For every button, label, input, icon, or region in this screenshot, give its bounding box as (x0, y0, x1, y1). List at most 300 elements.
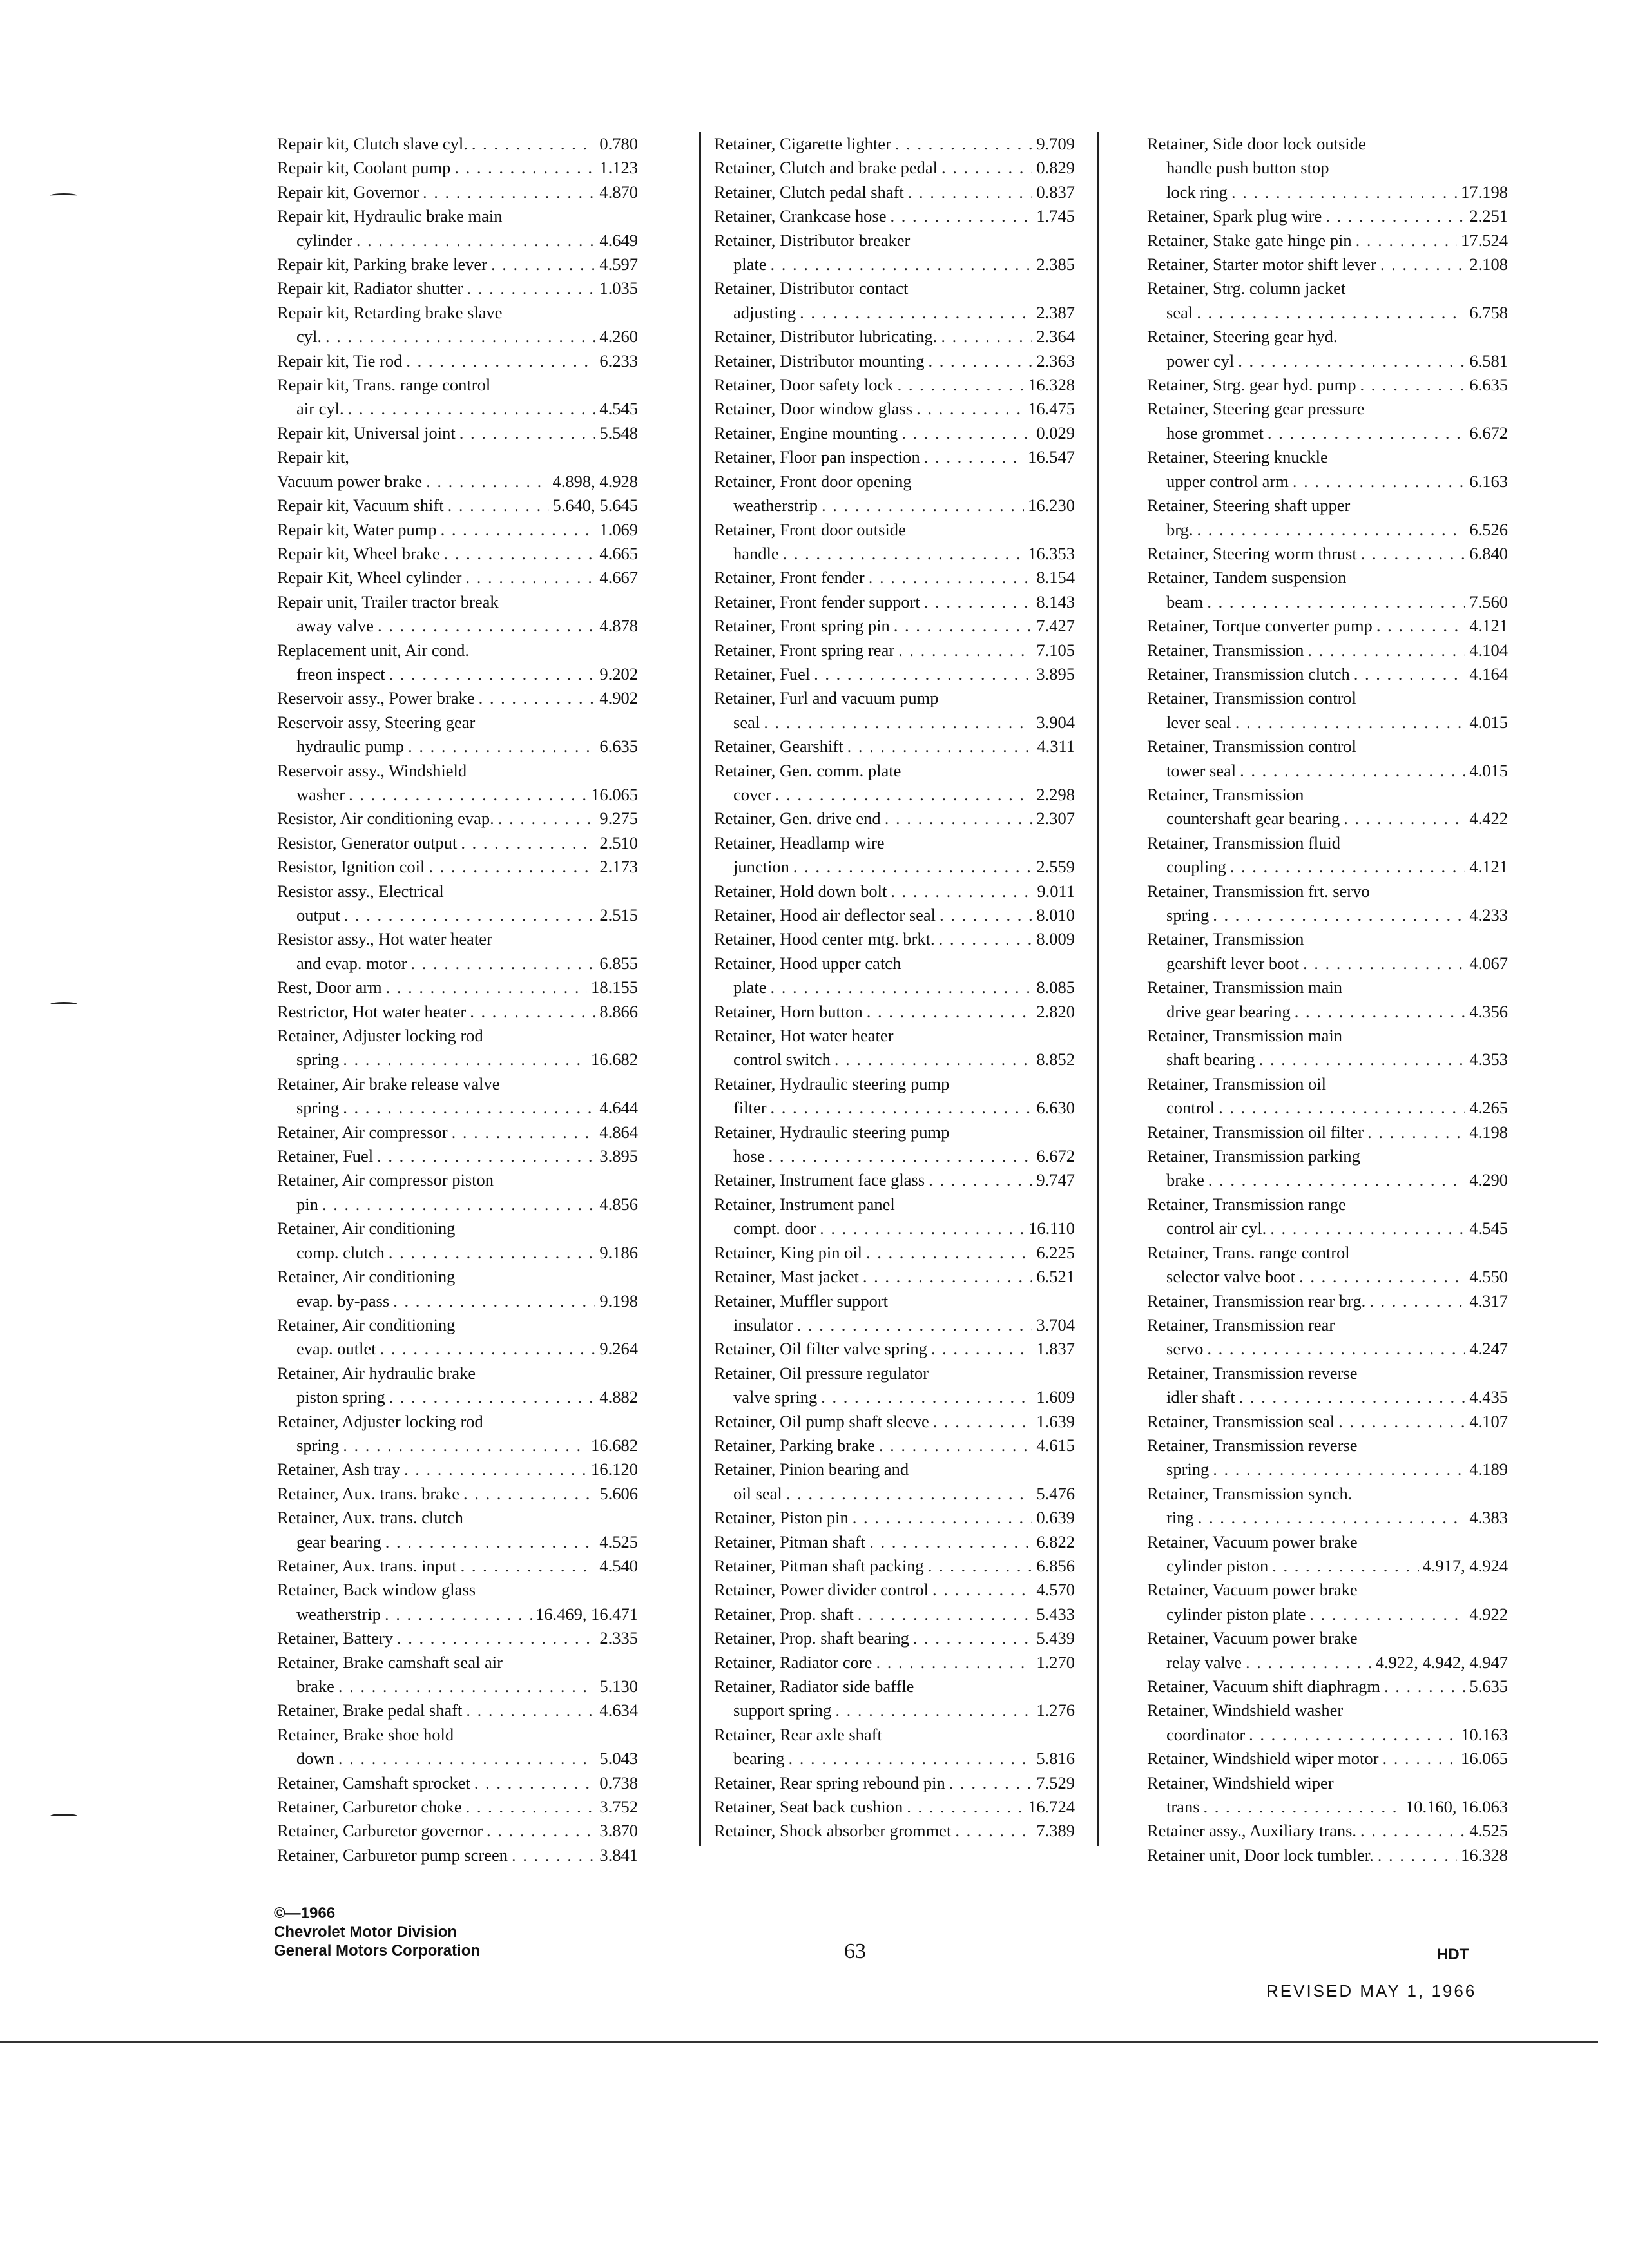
section-reference: 16.682 (591, 1050, 638, 1070)
section-reference: 7.560 (1469, 591, 1508, 611)
entry-text: servo (1166, 1339, 1204, 1359)
section-reference: 16.353 (1028, 543, 1075, 563)
index-entry (1147, 1819, 1508, 1843)
section-reference: 3.704 (1036, 1314, 1075, 1334)
index-entry-line (277, 735, 638, 758)
index-entry-line (277, 1193, 638, 1216)
index-entry-line (714, 1626, 1075, 1650)
section-reference: 5.439 (1036, 1628, 1075, 1648)
leader-dots (426, 470, 548, 494)
section-reference: 6.856 (1036, 1555, 1075, 1575)
index-entry-line (714, 1024, 1075, 1048)
index-entry (1147, 494, 1508, 542)
index-entry-line (714, 1265, 1075, 1289)
entry-text: lock ring (1166, 182, 1228, 202)
leader-dots (1239, 1385, 1466, 1409)
entry-text: lever seal (1166, 712, 1231, 732)
leader-dots (408, 735, 595, 758)
index-entry-line (714, 1361, 1075, 1385)
entry-text: support spring (733, 1700, 832, 1720)
section-reference: 16.724 (1028, 1797, 1075, 1817)
index-entry-line (1147, 1457, 1508, 1481)
entry-text: control switch (733, 1050, 831, 1070)
leader-dots (924, 590, 1033, 614)
entry-text: piston spring (296, 1387, 385, 1407)
section-reference: 4.667 (599, 568, 638, 588)
entry-text: Retainer, Muffler support (714, 1291, 889, 1311)
section-reference: 2.385 (1036, 255, 1075, 274)
index-entry-line (714, 1482, 1075, 1506)
entry-text: Resistor, Ignition coil (277, 857, 425, 877)
section-reference: 6.225 (1036, 1242, 1075, 1262)
index-entry-line (714, 1096, 1075, 1120)
entry-text: Retainer, Distributor contact (714, 278, 909, 298)
index-entry-line (277, 132, 638, 156)
entry-text: Repair kit, (277, 447, 349, 467)
index-entry-line (714, 494, 1075, 517)
leader-dots (821, 1385, 1032, 1409)
index-entry (277, 1168, 638, 1216)
index-entry-line (277, 373, 638, 397)
index-entry (714, 1024, 1075, 1072)
index-entry (714, 132, 1075, 156)
index-entry (1147, 1843, 1508, 1867)
index-entry (714, 1771, 1075, 1795)
entry-text: washer (296, 784, 345, 804)
entry-text: Retainer, Door safety lock (714, 375, 894, 395)
index-entry-line (277, 879, 638, 903)
entry-text: ring (1166, 1508, 1194, 1528)
index-entry (714, 1000, 1075, 1024)
entry-text: Retainer, Front door outside (714, 519, 906, 539)
leader-dots (1246, 1651, 1372, 1675)
entry-text: compt. door (733, 1218, 816, 1238)
index-entry (1147, 639, 1508, 662)
index-entry-line (714, 180, 1075, 204)
index-entry-line (1147, 325, 1508, 349)
leader-dots (380, 1337, 596, 1361)
entry-text: Retainer, Gen. drive end (714, 809, 881, 829)
section-reference: 10.160, 16.063 (1405, 1797, 1508, 1817)
leader-dots (393, 1289, 595, 1313)
section-reference: 2.559 (1036, 857, 1075, 877)
index-entry-line (714, 1289, 1075, 1313)
index-entry-line (1147, 855, 1508, 879)
section-reference: 0.829 (1036, 158, 1075, 178)
entry-text: Retainer, Horn button (714, 1001, 863, 1021)
leader-dots (1270, 1216, 1465, 1240)
section-reference: 6.526 (1469, 519, 1508, 539)
index-entry (714, 566, 1075, 590)
entry-text: Retainer, Transmission (1147, 929, 1304, 949)
index-entry (277, 807, 638, 831)
section-reference: 6.635 (1469, 375, 1508, 395)
leader-dots (916, 397, 1024, 421)
leader-dots (1303, 952, 1465, 975)
entry-text: Retainer, Piston pin (714, 1508, 849, 1528)
index-entry-line (714, 156, 1075, 180)
index-entry (1147, 445, 1508, 494)
index-entry-line (714, 1578, 1075, 1602)
entry-text: down (296, 1749, 334, 1769)
index-entry (714, 686, 1075, 735)
index-entry (277, 1626, 638, 1650)
leader-dots (1360, 1819, 1465, 1843)
entry-text: Retainer, Hold down bolt (714, 881, 887, 901)
section-reference: 4.260 (599, 327, 638, 347)
entry-text: spring (1166, 905, 1210, 925)
index-entry-line (714, 276, 1075, 300)
index-entry-line (277, 975, 638, 999)
index-entry (714, 807, 1075, 831)
entry-text: hydraulic pump (296, 736, 405, 756)
index-entry-line (1147, 156, 1508, 180)
index-entry-line (277, 711, 638, 735)
section-reference: 16.230 (1028, 495, 1075, 515)
index-entry (277, 542, 638, 566)
index-entry-line (1147, 1313, 1508, 1337)
entry-text: hose (733, 1146, 765, 1166)
index-entry-line (1147, 132, 1508, 156)
index-entry-line (1147, 421, 1508, 445)
entry-text: Retainer, Transmission rear brg. (1147, 1291, 1366, 1311)
entry-text: Retainer, Transmission reverse (1147, 1435, 1358, 1455)
entry-text: Retainer, Air conditioning (277, 1267, 456, 1287)
index-entry-line (277, 1361, 638, 1385)
index-entry (1147, 1313, 1508, 1361)
entry-text: Rest, Door arm (277, 977, 382, 997)
section-reference: 4.290 (1469, 1170, 1508, 1190)
section-reference: 1.069 (599, 519, 638, 539)
index-entry-line (1147, 783, 1508, 807)
section-reference: 4.015 (1469, 712, 1508, 732)
index-entry-line (277, 1048, 638, 1072)
leader-dots (454, 156, 595, 180)
index-entry-line (714, 1241, 1075, 1265)
entry-text: Retainer, Carburetor choke (277, 1797, 462, 1817)
index-entry (1147, 397, 1508, 445)
section-reference: 4.265 (1469, 1098, 1508, 1118)
index-entry-line (1147, 1241, 1508, 1265)
index-entry-line (1147, 1771, 1508, 1795)
leader-dots (1197, 301, 1465, 325)
index-entry-line (277, 1000, 638, 1024)
index-entry (277, 1578, 638, 1626)
leader-dots (1197, 518, 1465, 542)
leader-dots (338, 1747, 595, 1771)
index-entry-line (277, 807, 638, 831)
section-reference: 6.521 (1036, 1267, 1075, 1287)
section-reference: 4.247 (1469, 1339, 1508, 1359)
index-entry-line (1147, 1795, 1508, 1819)
index-entry (277, 349, 638, 373)
entry-text: Retainer, Floor pan inspection (714, 447, 920, 467)
section-reference: 1.837 (1036, 1339, 1075, 1359)
leader-dots (847, 735, 1034, 758)
section-reference: 4.856 (599, 1194, 638, 1214)
section-reference: 4.550 (1469, 1267, 1508, 1287)
page-number: 63 (844, 1939, 866, 1963)
index-entry (714, 1578, 1075, 1602)
entry-text: plate (733, 255, 767, 274)
index-entry-line (1147, 397, 1508, 421)
entry-text: Retainer, Transmission oil (1147, 1073, 1326, 1093)
index-entry-line (1147, 952, 1508, 975)
index-entry (1147, 1747, 1508, 1771)
index-entry-line (1147, 807, 1508, 831)
index-entry-line (277, 783, 638, 807)
section-reference: 1.123 (599, 158, 638, 178)
index-entry-line (1147, 1144, 1508, 1168)
section-reference: 4.107 (1469, 1411, 1508, 1431)
section-reference: 4.898, 4.928 (552, 471, 638, 491)
entry-text: Retainer, Pitman shaft (714, 1532, 866, 1552)
entry-text: Retainer, Radiator side baffle (714, 1677, 914, 1696)
index-entry-line (277, 1072, 638, 1096)
section-reference: 2.820 (1036, 1001, 1075, 1021)
index-entry (1147, 253, 1508, 276)
index-entry-line (714, 686, 1075, 710)
section-reference: 4.067 (1469, 953, 1508, 973)
index-entry-line (277, 1843, 638, 1867)
index-entry-line (714, 204, 1075, 228)
index-entry (277, 445, 638, 494)
leader-dots (1344, 807, 1465, 831)
entry-text: Repair unit, Trailer tractor break (277, 591, 499, 611)
index-entry-line (1147, 1675, 1508, 1698)
section-reference: 5.043 (599, 1749, 638, 1769)
entry-text: Retainer, Transmission range (1147, 1194, 1346, 1214)
index-entry-line (714, 566, 1075, 590)
entry-text: Retainer, Carburetor governor (277, 1821, 483, 1841)
entry-text: Reservoir assy, Steering gear (277, 712, 476, 732)
section-reference: 8.085 (1036, 977, 1075, 997)
index-entry-line (277, 1434, 638, 1457)
entry-text: Retainer, Air compressor piston (277, 1170, 494, 1190)
entry-text: Retainer, Vacuum power brake (1147, 1580, 1358, 1600)
index-entry-line (1147, 373, 1508, 397)
index-entry-line (277, 1506, 638, 1530)
leader-dots (895, 132, 1033, 156)
entry-text: idler shaft (1166, 1387, 1235, 1407)
leader-dots (441, 518, 596, 542)
index-entry (714, 421, 1075, 445)
leader-dots (1268, 421, 1466, 445)
leader-dots (487, 1819, 595, 1843)
index-entry (277, 711, 638, 759)
section-reference: 0.780 (599, 134, 638, 153)
index-entry-line (714, 1698, 1075, 1722)
index-entry-line (714, 783, 1075, 807)
index-entry-line (1147, 1651, 1508, 1675)
section-reference: 9.198 (599, 1291, 638, 1311)
index-entry (277, 1482, 638, 1506)
index-entry (277, 1457, 638, 1481)
index-entry-line (714, 373, 1075, 397)
section-reference: 4.570 (1036, 1580, 1075, 1600)
entry-text: away valve (296, 616, 374, 636)
index-entry-line (1147, 1554, 1508, 1578)
leader-dots (1207, 1337, 1465, 1361)
index-entry (714, 1795, 1075, 1819)
leader-dots (466, 1698, 595, 1722)
entry-text: upper control arm (1166, 471, 1289, 491)
index-entry (277, 1120, 638, 1144)
entry-text: Repair Kit, Wheel cylinder (277, 568, 462, 588)
section-reference: 16.682 (591, 1435, 638, 1455)
section-reference: 4.104 (1469, 640, 1508, 660)
leader-dots (939, 927, 1033, 951)
section-reference: 3.904 (1036, 712, 1075, 732)
entry-text: Retainer, Steering knuckle (1147, 447, 1328, 467)
index-entry (1147, 1144, 1508, 1193)
leader-dots (397, 1626, 595, 1650)
index-entry (277, 1698, 638, 1722)
entry-text: Retainer, Furl and vacuum pump (714, 688, 939, 708)
index-entry (1147, 1675, 1508, 1698)
entry-text: filter (733, 1098, 767, 1118)
section-reference: 1.745 (1036, 206, 1075, 226)
index-entry (277, 1216, 638, 1265)
entry-text: seal (733, 712, 760, 732)
leader-dots (933, 1410, 1033, 1434)
index-entry (1147, 686, 1508, 735)
section-reference: 4.311 (1037, 736, 1075, 756)
entry-text: Retainer, Vacuum shift diaphragm (1147, 1677, 1380, 1696)
index-entry-line (714, 1506, 1075, 1530)
index-entry-line (1147, 639, 1508, 662)
entry-text: Retainer, Gen. comm. plate (714, 760, 901, 780)
index-entry-line (714, 1819, 1075, 1843)
section-reference: 3.841 (599, 1845, 638, 1865)
entry-text: output (296, 905, 340, 925)
section-reference: 16.065 (591, 784, 638, 804)
index-entry-line (714, 903, 1075, 927)
leader-dots (406, 349, 595, 373)
entry-text: relay valve (1166, 1652, 1242, 1672)
index-entry (714, 1168, 1075, 1192)
leader-dots (822, 494, 1024, 517)
index-entry (277, 1265, 638, 1313)
index-entry (277, 204, 638, 253)
entry-text: and evap. motor (296, 953, 407, 973)
index-entry (1147, 1771, 1508, 1820)
leader-dots (835, 1698, 1032, 1722)
index-entry (714, 735, 1075, 758)
index-entry (1147, 1530, 1508, 1579)
leader-dots (385, 1530, 596, 1554)
index-entry-line (714, 1747, 1075, 1771)
entry-text: drive gear bearing (1166, 1001, 1291, 1021)
copyright-line: ©—1966 (274, 1905, 336, 1922)
index-entry (1147, 831, 1508, 879)
leader-dots (338, 1675, 596, 1698)
section-reference: 16.469, 16.471 (535, 1604, 638, 1624)
entry-text: Repair kit, Water pump (277, 519, 437, 539)
entry-text: coupling (1166, 857, 1226, 877)
index-entry-line (714, 1313, 1075, 1337)
index-entry-line (1147, 975, 1508, 999)
index-entry (1147, 204, 1508, 228)
index-entry-line (277, 662, 638, 686)
index-entry-line (1147, 1216, 1508, 1240)
section-reference: 4.597 (599, 255, 638, 274)
entry-text: Retainer, Vacuum power brake (1147, 1628, 1358, 1648)
index-entry-line (277, 759, 638, 783)
index-entry (714, 1193, 1075, 1241)
leader-dots (466, 1795, 596, 1819)
index-entry (714, 1337, 1075, 1361)
leader-dots (423, 180, 595, 204)
entry-text: Repair kit, Tie rod (277, 351, 403, 370)
index-entry (277, 1313, 638, 1361)
entry-text: gear bearing (296, 1532, 381, 1552)
leader-dots (385, 1602, 532, 1626)
leader-dots (869, 1530, 1032, 1554)
index-entry-line (1147, 229, 1508, 253)
index-entry-line (1147, 253, 1508, 276)
entry-text: handle (733, 543, 779, 563)
index-entry (714, 1289, 1075, 1338)
index-entry-line (714, 1048, 1075, 1072)
leader-dots (448, 494, 549, 517)
entry-text: Retainer, Front spring pin (714, 616, 890, 636)
index-entry (714, 1506, 1075, 1530)
leader-dots (928, 1554, 1033, 1578)
index-entry-line (277, 1385, 638, 1409)
index-entry-line (1147, 711, 1508, 735)
index-entry (277, 518, 638, 542)
leader-dots (879, 1434, 1033, 1457)
index-entry (714, 1723, 1075, 1771)
section-reference: 17.198 (1461, 182, 1508, 202)
leader-dots (1380, 253, 1466, 276)
leader-dots (898, 373, 1025, 397)
index-entry (714, 349, 1075, 373)
entry-text: Repair kit, Wheel brake (277, 543, 440, 563)
section-reference: 1.035 (599, 278, 638, 298)
index-entry (1147, 1410, 1508, 1434)
entry-text: Retainer, Trans. range control (1147, 1242, 1350, 1262)
index-column-2 (714, 132, 1075, 1843)
index-entry (277, 301, 638, 349)
section-reference: 4.164 (1469, 664, 1508, 684)
entry-text: spring (1166, 1459, 1210, 1479)
index-entry-line (1147, 1410, 1508, 1434)
entry-text: Retainer, Transmission control (1147, 736, 1357, 756)
index-entry (1147, 1072, 1508, 1120)
section-reference: 5.433 (1036, 1604, 1075, 1624)
index-entry (277, 1024, 638, 1072)
margin-tick-mark (50, 193, 77, 198)
leader-dots (1230, 855, 1466, 879)
index-entry-line (714, 542, 1075, 566)
entry-text: Retainer, Hot water heater (714, 1026, 894, 1046)
index-entry-line (277, 494, 638, 517)
index-entry-line (714, 1554, 1075, 1578)
entry-text: Retainer, Strg. gear hyd. pump (1147, 375, 1356, 395)
leader-dots (866, 1241, 1032, 1265)
section-reference: 2.510 (599, 832, 638, 852)
index-entry (714, 1530, 1075, 1554)
section-reference: 17.524 (1461, 230, 1508, 250)
index-entry-line (714, 735, 1075, 758)
entry-text: Retainer, Aux. trans. brake (277, 1483, 459, 1503)
entry-text: Retainer, Windshield washer (1147, 1700, 1344, 1720)
section-reference: 16.547 (1028, 447, 1075, 467)
leader-dots (1259, 1048, 1466, 1072)
margin-tick-mark (50, 1814, 77, 1818)
